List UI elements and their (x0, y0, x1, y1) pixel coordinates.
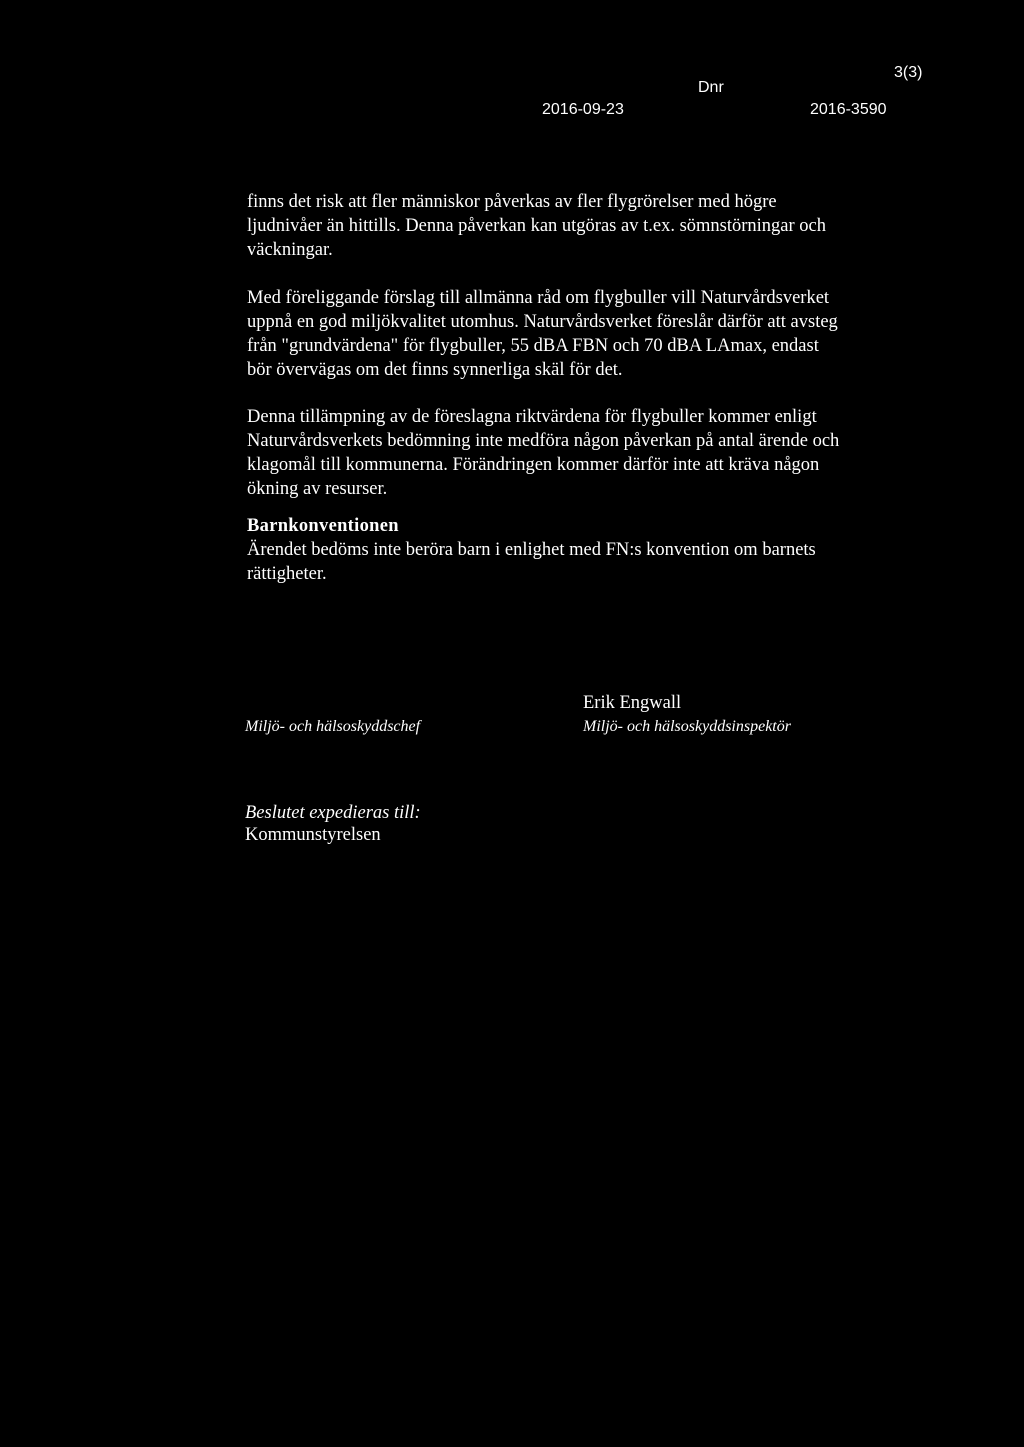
paragraph-application (247, 405, 937, 501)
text-line: från "grundvärdena" för flygbuller, 55 dBA FBN och 70 dBA LAmax, endast (247, 336, 819, 356)
signature-right-name: Erik Engwall (583, 693, 682, 713)
signature-left-title: Miljö- och hälsoskyddschef (245, 718, 421, 735)
text-line: Med föreliggande förslag till allmänna råd om flygbuller vill Naturvårdsverket (247, 288, 830, 308)
paragraph-proposal (247, 286, 937, 382)
text-line: Ärendet bedöms inte beröra barn i enlighet med FN:s konvention om barnets (247, 540, 816, 560)
text-line: väckningar. (247, 240, 333, 260)
text-line: Denna tillämpning av de föreslagna riktvärdena för flygbuller kommer enligt (247, 407, 817, 427)
paragraph-flight-risk (247, 190, 937, 262)
document-date: 2016-09-23 (542, 101, 624, 118)
paragraph-child-rights (247, 538, 937, 586)
distribution-recipient: Kommunstyrelsen (245, 825, 381, 845)
page-number: 3(3) (894, 64, 923, 81)
distribution-label: Beslutet expedieras till: (245, 803, 421, 823)
text-line: bör övervägas om det finns synnerliga skäl för det. (247, 360, 623, 380)
text-line: rättigheter. (247, 564, 327, 584)
section-heading-barnkonventionen: Barnkonventionen (247, 516, 399, 536)
text-line: ökning av resurser. (247, 479, 388, 499)
dnr-label: Dnr (698, 79, 724, 96)
signature-right-title: Miljö- och hälsoskyddsinspektör (583, 718, 791, 735)
text-line: uppnå en god miljökvalitet utomhus. Naturvårdsverket föreslår därför att avsteg (247, 312, 838, 332)
text-line: klagomål till kommunerna. Förändringen kommer därför inte att kräva någon (247, 455, 820, 475)
text-line: Naturvårdsverkets bedömning inte medföra någon påverkan på antal ärende och (247, 431, 840, 451)
text-line: ljudnivåer än hittills. Denna påverkan kan utgöras av t.ex. sömnstörningar och (247, 216, 827, 236)
text-line: finns det risk att fler människor påverkas av fler flygrörelser med högre (247, 192, 777, 212)
dnr-value: 2016-3590 (810, 101, 887, 118)
